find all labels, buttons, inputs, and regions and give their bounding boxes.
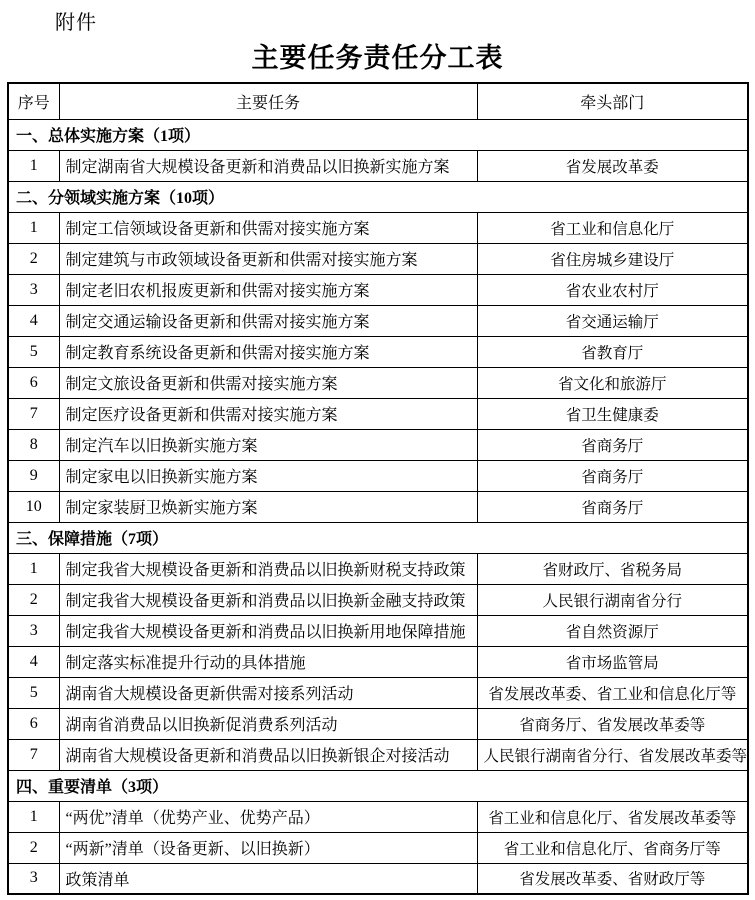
table-row [8, 305, 748, 336]
task-cell: “两新”清单（设备更新、以旧换新） [59, 832, 477, 863]
task-cell: 政策清单 [59, 863, 477, 894]
table-row [8, 491, 748, 522]
dept-cell: 省商务厅、省发展改革委等 [477, 708, 748, 739]
dept-cell: 省交通运输厅 [477, 305, 748, 336]
row-number-cell: 3 [8, 615, 59, 646]
task-cell: “两优”清单（优势产业、优势产品） [59, 801, 477, 832]
task-cell: 制定交通运输设备更新和供需对接实施方案 [59, 305, 477, 336]
column-header-task: 主要任务 [59, 83, 477, 119]
attachment-label: 附件 [55, 12, 97, 34]
task-cell: 湖南省大规模设备更新供需对接系列活动 [59, 677, 477, 708]
row-number-cell: 1 [8, 801, 59, 832]
table-row [8, 832, 748, 863]
task-cell: 制定工信领域设备更新和供需对接实施方案 [59, 212, 477, 243]
table-row [8, 367, 748, 398]
dept-cell: 省市场监管局 [477, 646, 748, 677]
task-cell: 制定教育系统设备更新和供需对接实施方案 [59, 336, 477, 367]
section-heading: 三、保障措施（7项） [8, 522, 748, 553]
row-number-cell: 5 [8, 677, 59, 708]
table-row [8, 553, 748, 584]
task-cell: 湖南省消费品以旧换新促消费系列活动 [59, 708, 477, 739]
dept-cell: 人民银行湖南省分行、省发展改革委等 [477, 739, 748, 770]
table-header-row [8, 83, 748, 119]
dept-cell: 省商务厅 [477, 429, 748, 460]
dept-cell: 省自然资源厅 [477, 615, 748, 646]
task-cell: 制定汽车以旧换新实施方案 [59, 429, 477, 460]
table-row [8, 863, 748, 894]
section-heading-row [8, 119, 748, 150]
table-row [8, 677, 748, 708]
dept-cell: 省文化和旅游厅 [477, 367, 748, 398]
column-header-no: 序号 [8, 83, 59, 119]
dept-cell: 省商务厅 [477, 491, 748, 522]
row-number-cell: 1 [8, 150, 59, 181]
dept-cell: 省卫生健康委 [477, 398, 748, 429]
table-row [8, 646, 748, 677]
table-row [8, 336, 748, 367]
table-row [8, 212, 748, 243]
task-cell: 制定我省大规模设备更新和消费品以旧换新金融支持政策 [59, 584, 477, 615]
section-heading-row [8, 770, 748, 801]
row-number-cell: 2 [8, 832, 59, 863]
table-row [8, 584, 748, 615]
section-heading-row [8, 522, 748, 553]
row-number-cell: 7 [8, 398, 59, 429]
task-cell: 制定家装厨卫焕新实施方案 [59, 491, 477, 522]
task-cell: 制定医疗设备更新和供需对接实施方案 [59, 398, 477, 429]
row-number-cell: 4 [8, 305, 59, 336]
row-number-cell: 4 [8, 646, 59, 677]
section-heading-row [8, 181, 748, 212]
dept-cell: 省教育厅 [477, 336, 748, 367]
task-cell: 制定湖南省大规模设备更新和消费品以旧换新实施方案 [59, 150, 477, 181]
dept-cell: 省发展改革委、省财政厅等 [477, 863, 748, 894]
row-number-cell: 9 [8, 460, 59, 491]
table-row [8, 398, 748, 429]
table-row [8, 460, 748, 491]
table-row [8, 739, 748, 770]
dept-cell: 省财政厅、省税务局 [477, 553, 748, 584]
row-number-cell: 6 [8, 367, 59, 398]
dept-cell: 省商务厅 [477, 460, 748, 491]
section-heading: 四、重要清单（3项） [8, 770, 748, 801]
task-cell: 制定建筑与市政领域设备更新和供需对接实施方案 [59, 243, 477, 274]
table-row [8, 429, 748, 460]
dept-cell: 省发展改革委、省工业和信息化厅等 [477, 677, 748, 708]
dept-cell: 省工业和信息化厅 [477, 212, 748, 243]
row-number-cell: 7 [8, 739, 59, 770]
table-body [8, 119, 748, 894]
row-number-cell: 1 [8, 212, 59, 243]
table-row [8, 615, 748, 646]
dept-cell: 省工业和信息化厅、省商务厅等 [477, 832, 748, 863]
task-cell: 湖南省大规模设备更新和消费品以旧换新银企对接活动 [59, 739, 477, 770]
row-number-cell: 10 [8, 491, 59, 522]
task-cell: 制定我省大规模设备更新和消费品以旧换新财税支持政策 [59, 553, 477, 584]
task-cell: 制定文旅设备更新和供需对接实施方案 [59, 367, 477, 398]
dept-cell: 人民银行湖南省分行 [477, 584, 748, 615]
dept-cell: 省工业和信息化厅、省发展改革委等 [477, 801, 748, 832]
row-number-cell: 2 [8, 584, 59, 615]
row-number-cell: 2 [8, 243, 59, 274]
task-table [7, 82, 749, 895]
table-row [8, 274, 748, 305]
row-number-cell: 3 [8, 863, 59, 894]
section-heading: 二、分领域实施方案（10项） [8, 181, 748, 212]
row-number-cell: 5 [8, 336, 59, 367]
row-number-cell: 1 [8, 553, 59, 584]
table-row [8, 708, 748, 739]
task-cell: 制定家电以旧换新实施方案 [59, 460, 477, 491]
table-row [8, 801, 748, 832]
task-cell: 制定我省大规模设备更新和消费品以旧换新用地保障措施 [59, 615, 477, 646]
page-title: 主要任务责任分工表 [251, 43, 504, 73]
row-number-cell: 6 [8, 708, 59, 739]
dept-cell: 省发展改革委 [477, 150, 748, 181]
task-cell: 制定落实标准提升行动的具体措施 [59, 646, 477, 677]
section-heading: 一、总体实施方案（1项） [8, 119, 748, 150]
task-cell: 制定老旧农机报废更新和供需对接实施方案 [59, 274, 477, 305]
row-number-cell: 8 [8, 429, 59, 460]
dept-cell: 省住房城乡建设厅 [477, 243, 748, 274]
table-row [8, 150, 748, 181]
row-number-cell: 3 [8, 274, 59, 305]
table-row [8, 243, 748, 274]
column-header-dept: 牵头部门 [477, 83, 748, 119]
dept-cell: 省农业农村厅 [477, 274, 748, 305]
